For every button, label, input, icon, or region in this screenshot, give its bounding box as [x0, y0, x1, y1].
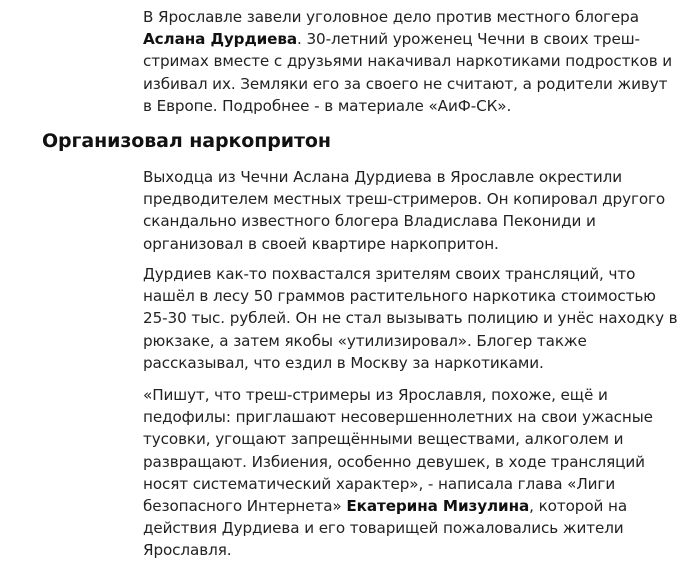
intro-text-start: В Ярославле завели уголовное дело против местного блогера: [143, 8, 639, 26]
quote-text-end: , которой на действия Дурдиева и его товарищей пожаловались жители Ярославля.: [143, 497, 628, 560]
quote-paragraph: [143, 384, 678, 562]
quoted-person-name: Екатерина Мизулина: [346, 497, 530, 516]
intro-paragraph: [143, 6, 678, 117]
paragraph-2: Дурдиев как-то похвастался зрителям своих трансляций, что нашёл в лесу 50 граммов растительного наркотика стоимостью 25-30 тыс. рублей. Он не стал вызывать полицию и унёс находку в рюкзаке, а затем якобы «утилизировал». Блогер также рассказывал, что ездил в Москву за наркотиками.: [143, 265, 678, 372]
blogger-name: Аслана Дурдиева: [143, 30, 298, 49]
intro-text-end: . 30-летний уроженец Чечни в своих треш-стримах вместе с друзьями накачивал наркотиками подростков и избивал их. Земляки его за своего не считают, а родители живут в Европе. Подробнее - в материале «АиФ-СК».: [143, 30, 673, 115]
quote-text: «Пишут, что треш-стримеры из Ярославля, похоже, ещё и педофилы: приглашают несовершеннолетних на свои ужасные тусовки, угощают запрещёнными веществами, алкоголем и развращают. Избиения, особенно девушек, в ходе трансляций носят систематический характер», - написала глава «Лиги безопасного Интернета»: [143, 386, 653, 516]
paragraph-1: Выходца из Чечни Аслана Дурдиева в Ярославле окрестили предводителем местных треш-стримеров. Он копировал другого скандально известного блогера Владислава Пекониди и организовал в своей квартире наркопритон.: [143, 168, 666, 253]
section-heading: Организовал наркопритон: [42, 130, 331, 152]
